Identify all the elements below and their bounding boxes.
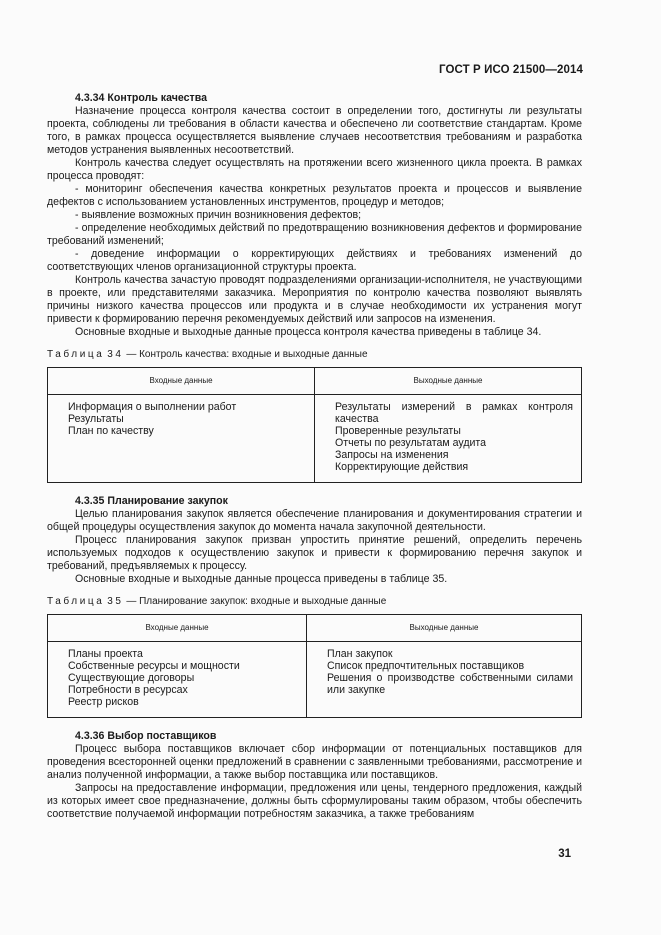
outputs-cell [306, 642, 581, 718]
input-item: Результаты [68, 413, 124, 425]
list-item: - мониторинг обеспечения качества конкретных результатов проекта и процессов и выявление дефектов с использованием установленных инструментов, процедур и методов; [47, 183, 582, 208]
paragraph: Целью планирования закупок является обеспечение планирования и документирования стратегии и общей процедуры осуществления закупок до момента начала закупочной деятельности. [47, 508, 582, 533]
page-number: 31 [558, 848, 571, 860]
paragraph: Основные входные и выходные данные процесса контроля качества приведены в таблице 34. [75, 326, 542, 338]
table-caption-text: — Планирование закупок: входные и выходные данные [126, 596, 387, 607]
paragraph: Запросы на предоставление информации, предложения или цены, тендерного предложения, каждый из которых имеет свое предназначение, должны быть сформулированы таким образом, чтобы обеспечить соответствие получаемой информации потребностям заказчика, а также требованиям [47, 782, 582, 820]
output-item: Список предпочтительных поставщиков [326, 660, 525, 672]
column-header-outputs: Выходные данные [315, 368, 582, 395]
table-34 [47, 367, 582, 483]
input-item: Существующие договоры [68, 672, 195, 684]
input-item: Информация о выполнении работ [68, 401, 237, 413]
output-item: Проверенные результаты [335, 425, 461, 437]
input-item: Собственные ресурсы и мощности [68, 660, 240, 672]
output-item: План закупок [326, 648, 393, 660]
list-item: - доведение информации о корректирующих действиях и требованиях изменений до соответствующих членов организационной структуры проекта. [47, 248, 582, 273]
section-heading-4-3-35: 4.3.35 Планирование закупок [75, 495, 228, 507]
paragraph: Основные входные и выходные данные процесса приведены в таблице 35. [75, 573, 448, 585]
input-item: План по качеству [68, 425, 154, 437]
table-35 [47, 614, 582, 718]
column-header-inputs: Входные данные [48, 368, 315, 395]
page-content [47, 92, 582, 821]
list-item: - определение необходимых действий по предотвращению возникновения дефектов и формирование требований изменений; [47, 222, 582, 247]
output-item: Корректирующие действия [335, 461, 469, 473]
input-item: Потребности в ресурсах [68, 684, 188, 696]
paragraph: Контроль качества следует осуществлять на протяжении всего жизненного цикла проекта. В рамках процесса проводят: [47, 157, 582, 182]
table-caption-label: Таблица [47, 596, 105, 607]
inputs-cell [48, 642, 307, 718]
input-item: Планы проекта [68, 648, 143, 660]
table-caption-number: 35 [107, 596, 124, 607]
output-item: Решения о производстве собственными силами или закупке [326, 672, 573, 696]
document-code: ГОСТ Р ИСО 21500—2014 [438, 64, 583, 76]
output-item: Результаты измерений в рамках контроля качества [335, 401, 573, 425]
paragraph: Назначение процесса контроля качества состоит в определении того, достигнуты ли результаты проекта, соблюдены ли требования в области качества и обеспечено ли соответствие стандартам. Кроме того, в рамках процесса осуществляется выявление случаев несоответствия требованиям и разработка методов устранения выявленных несоответствий. [47, 105, 582, 156]
paragraph: Процесс выбора поставщиков включает сбор информации от потенциальных поставщиков для проведения всесторонней оценки предложений в сравнении с заявленными требованиями, рассмотрение и анализ полученной информации, а также выбор поставщика или поставщиков. [47, 743, 582, 781]
section-heading-4-3-34: 4.3.34 Контроль качества [75, 92, 207, 104]
paragraph: Контроль качества зачастую проводят подразделениями организации-исполнителя, не участвующими в проекте, или представителями заказчика. Мероприятия по контролю качества позволяют выявлять причины низкого качества процессов или продукта и в случае необходимости их устранения могут привести к формированию перечня рекомендуемых действий или запросов на изменения. [47, 274, 582, 325]
table-caption-label: Таблица [47, 349, 105, 360]
paragraph: Процесс планирования закупок призван упростить принятие решений, определить перечень используемых подходов к осуществлению закупок и привести к формированию перечня закупок и требований, предъявляемых к процессу. [47, 534, 582, 572]
output-item: Запросы на изменения [335, 449, 449, 461]
table-caption [47, 595, 582, 608]
output-item: Отчеты по результатам аудита [335, 437, 487, 449]
outputs-cell [315, 395, 582, 483]
column-header-outputs: Выходные данные [306, 615, 581, 642]
table-caption [47, 348, 582, 361]
table-caption-text: — Контроль качества: входные и выходные данные [126, 349, 368, 360]
list-item: - выявление возможных причин возникновения дефектов; [75, 209, 362, 221]
input-item: Реестр рисков [68, 696, 139, 708]
table-caption-number: 34 [107, 349, 124, 360]
inputs-cell [48, 395, 315, 483]
section-heading-4-3-36: 4.3.36 Выбор поставщиков [75, 730, 217, 742]
column-header-inputs: Входные данные [48, 615, 307, 642]
